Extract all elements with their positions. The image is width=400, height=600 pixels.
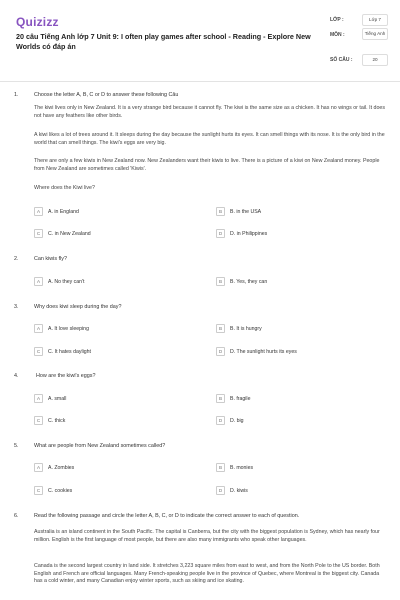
option-text: C. cookies xyxy=(48,487,73,494)
passage-paragraph: Canada is the second largest country in land side. It stretches 3,223 square miles from east to west, and from the North Pole to the US border. Both English and French are official languages. Many French-speaking people live in the province of Quebec, where Montreal is the biggest city. Canada has a cold winter, and many Canadian enjoy winter sports, such as skiing and ice skating. xyxy=(34,563,380,585)
quizizz-logo xyxy=(16,15,59,29)
option-text: A. Zombies xyxy=(48,464,75,471)
question-text: Can kiwis fly? xyxy=(34,256,67,262)
option-text: A. It love sleeping xyxy=(48,325,89,332)
option-text: B. fragile xyxy=(230,395,251,402)
grade-label: LỚP : xyxy=(330,17,344,23)
question-number: 1. xyxy=(14,92,19,98)
option-letter: D xyxy=(216,229,225,238)
subject-label: MÔN : xyxy=(330,32,345,38)
question-number: 3. xyxy=(14,304,19,310)
option-letter: C xyxy=(34,486,43,495)
option-letter: D xyxy=(216,486,225,495)
option-letter: A xyxy=(34,207,43,216)
option-text: D. big xyxy=(230,417,244,424)
option-text: B. in the USA xyxy=(230,208,262,215)
option-text: C. It hates daylight xyxy=(48,348,91,355)
option-text: C. thick xyxy=(48,417,66,424)
option-letter: C xyxy=(34,416,43,425)
subject-value: Tiếng Anh xyxy=(362,28,388,40)
option-letter: D xyxy=(216,347,225,356)
option-letter: B xyxy=(216,394,225,403)
question-number: 2. xyxy=(14,256,19,262)
question-text: How are the kiwi's eggs? xyxy=(36,373,96,379)
page-title: 20 câu Tiếng Anh lớp 7 Unit 9: I often play games after school - Reading - Explore New Worlds có đáp án xyxy=(16,32,311,51)
passage-paragraph: A kiwi likes a lot of trees around it. It sleeps during the day because the sunlight hurts its eyes. It can smell things with its nose. It is the only bird in the world that can smell things. The kiwi's eggs are very big. xyxy=(34,132,385,146)
option-letter: D xyxy=(216,416,225,425)
count-value: 20 xyxy=(362,54,388,66)
grade-value: Lớp 7 xyxy=(362,14,388,26)
option-letter: A xyxy=(34,277,43,286)
option-text: B. monies xyxy=(230,464,254,471)
option-text: A. No they can't xyxy=(48,278,85,285)
question-number: 4. xyxy=(14,373,19,379)
passage-paragraph: Australia is an island continent in the South Pacific. The capital is Canberra, but the city with the biggest population is Sydney, which has nearly four million. English is the first language of most people, but there are also many immigrants who speak other languages. xyxy=(34,529,380,543)
option-letter: B xyxy=(216,463,225,472)
option-letter: B xyxy=(216,324,225,333)
option-text: A. in England xyxy=(48,208,79,215)
worksheet-header xyxy=(0,0,400,82)
option-text: D. in Philippines xyxy=(230,230,268,237)
question-text: Why does kiwi sleep during the day? xyxy=(34,304,122,310)
question-number: 5. xyxy=(14,443,19,449)
option-letter: A xyxy=(34,324,43,333)
option-text: D. kiwis xyxy=(230,487,248,494)
option-letter: B xyxy=(216,277,225,286)
question-prompt: Where does the Kiwi live? xyxy=(34,185,95,191)
option-letter: A xyxy=(34,463,43,472)
question-text: Choose the letter A, B, C or D to answer these following Câu xyxy=(34,92,179,98)
question-text: Read the following passage and circle the letter A, B, C, or D to indicate the correct answer to each of question. xyxy=(34,513,300,519)
option-text: C. in New Zealand xyxy=(48,230,91,237)
option-text: B. It is hungry xyxy=(230,325,262,332)
option-text: A. small xyxy=(48,395,67,402)
option-text: D. The sunlight hurts its eyes xyxy=(230,348,297,355)
option-letter: B xyxy=(216,207,225,216)
passage-paragraph: The kiwi lives only in New Zealand. It is a very strange bird because it cannot fly. The kiwi is the same size as a chicken. It has no wings or tail. It does not have any feathers like other birds. xyxy=(34,105,386,119)
option-letter: C xyxy=(34,347,43,356)
passage-paragraph: There are only a few kiwis in New Zealand now. New Zealanders want their kiwis to live. There is a picture of a kiwi on New Zealand money. People from New Zealand are sometimes called 'Kiwis'. xyxy=(34,158,380,172)
question-number: 6. xyxy=(14,513,19,519)
question-text: What are people from New Zealand sometimes called? xyxy=(34,443,166,449)
option-letter: C xyxy=(34,229,43,238)
count-label: SỐ CÂU : xyxy=(330,57,353,63)
option-letter: A xyxy=(34,394,43,403)
logo-text: Quizizz xyxy=(16,15,59,29)
option-text: B. Yes, they can xyxy=(230,278,268,285)
